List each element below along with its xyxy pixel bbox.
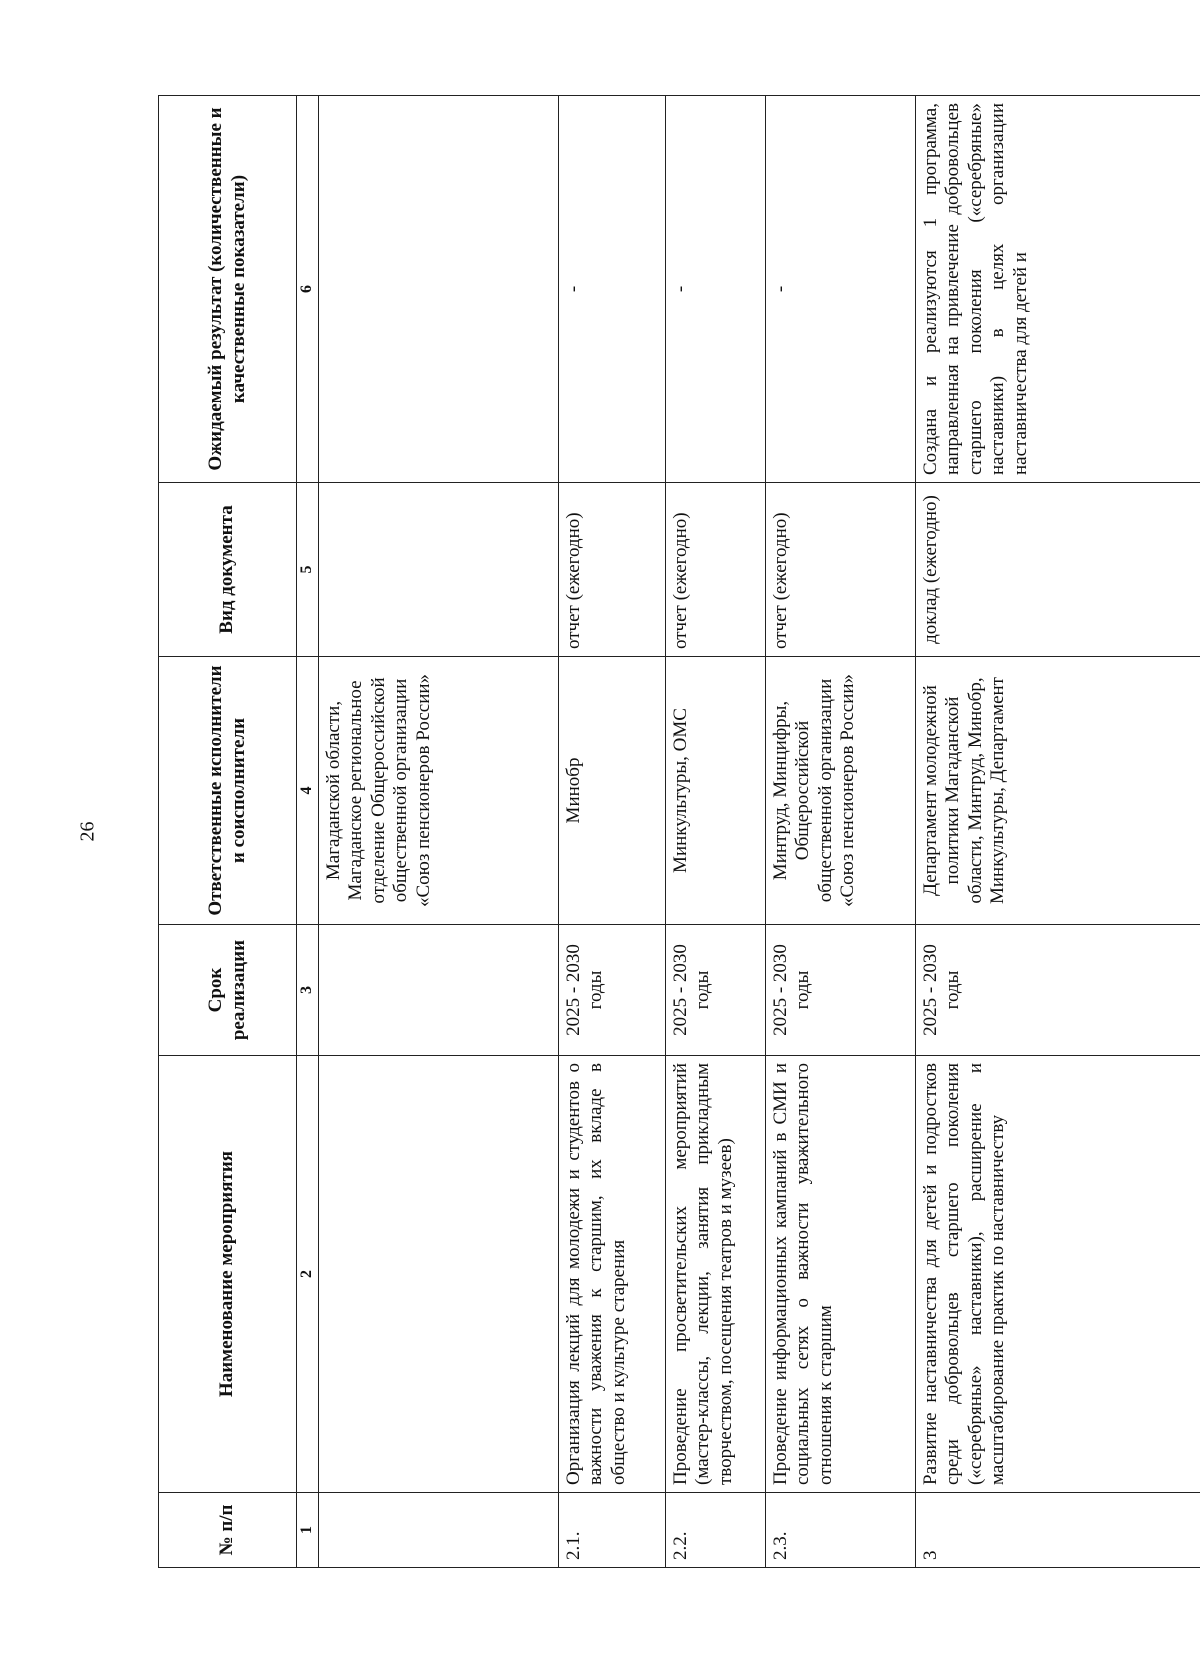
header-result: Ожидаемый результат (количественные и качественные показатели) xyxy=(159,96,297,483)
row-name: Проведение просветительских мероприятий (мастер-классы, лекции, занятия прикладным творчеством, посещения театров и музеев) xyxy=(665,1056,765,1493)
table-row xyxy=(558,96,665,1568)
header-doc: Вид документа xyxy=(159,483,297,657)
row-responsible: Минобр xyxy=(558,657,665,925)
row-num xyxy=(318,1493,558,1568)
rotated-table-container xyxy=(158,96,1200,1568)
table-row xyxy=(665,96,765,1568)
header-num: № п/п xyxy=(159,1493,297,1568)
row-doc: отчет (ежегодно) xyxy=(665,483,765,657)
row-doc: отчет (ежегодно) xyxy=(558,483,665,657)
header-name: Наименование мероприятия xyxy=(159,1056,297,1493)
row-result: - xyxy=(765,96,915,483)
row-name: Организация лекций для молодежи и студентов о важности уважения к старшим, их вкладе в общество и культуре старения xyxy=(558,1056,665,1493)
row-doc: отчет (ежегодно) xyxy=(765,483,915,657)
row-doc: доклад (ежегодно) xyxy=(915,483,1200,657)
row-responsible: Департамент молодежной политики Магаданской области, Минтруд, Минобр, Минкультуры, Департамент xyxy=(915,657,1200,925)
row-responsible: Минкультуры, ОМС xyxy=(665,657,765,925)
row-name: Проведение информационных кампаний в СМИ и социальных сетях о важности уважительного отношения к старшим xyxy=(765,1056,915,1493)
column-number: 2 xyxy=(297,1056,319,1493)
activities-table xyxy=(158,95,1200,1568)
column-number: 6 xyxy=(297,96,319,483)
column-number-row xyxy=(297,96,319,1568)
row-doc xyxy=(318,483,558,657)
table-row xyxy=(318,96,558,1568)
header-period: Срок реализации xyxy=(159,925,297,1056)
header-row xyxy=(159,96,297,1568)
row-num: 2.1. xyxy=(558,1493,665,1568)
row-period: 2025 - 2030 годы xyxy=(915,925,1200,1056)
row-result: - xyxy=(558,96,665,483)
header-responsible: Ответственные исполнители и соисполнители xyxy=(159,657,297,925)
row-period: 2025 - 2030 годы xyxy=(765,925,915,1056)
column-number: 3 xyxy=(297,925,319,1056)
table-row xyxy=(765,96,915,1568)
row-period: 2025 - 2030 годы xyxy=(665,925,765,1056)
row-num: 2.3. xyxy=(765,1493,915,1568)
row-result: Создана и реализуются 1 программа, направленная на привлечение добровольцев старшего поколения («серебряные» наставники) в целях организации наставничества для детей и xyxy=(915,96,1200,483)
column-number: 5 xyxy=(297,483,319,657)
row-result xyxy=(318,96,558,483)
column-number: 4 xyxy=(297,657,319,925)
row-num: 2.2. xyxy=(665,1493,765,1568)
page-number: 26 xyxy=(76,821,99,842)
row-responsible: Магаданской области, Магаданское региональное отделение Общероссийской общественной организации «Союз пенсионеров России» xyxy=(318,657,558,925)
row-name xyxy=(318,1056,558,1493)
table-row xyxy=(915,96,1200,1568)
row-name: Развитие наставничества для детей и подростков среди добровольцев старшего поколения («серебряные» наставники), расширение и масштабирование практик по наставничеству xyxy=(915,1056,1200,1493)
row-num: 3 xyxy=(915,1493,1200,1568)
row-responsible: Минтруд, Минцифры, Общероссийской общественной организации «Союз пенсионеров России» xyxy=(765,657,915,925)
row-period xyxy=(318,925,558,1056)
column-number: 1 xyxy=(297,1493,319,1568)
row-period: 2025 - 2030 годы xyxy=(558,925,665,1056)
row-result: - xyxy=(665,96,765,483)
